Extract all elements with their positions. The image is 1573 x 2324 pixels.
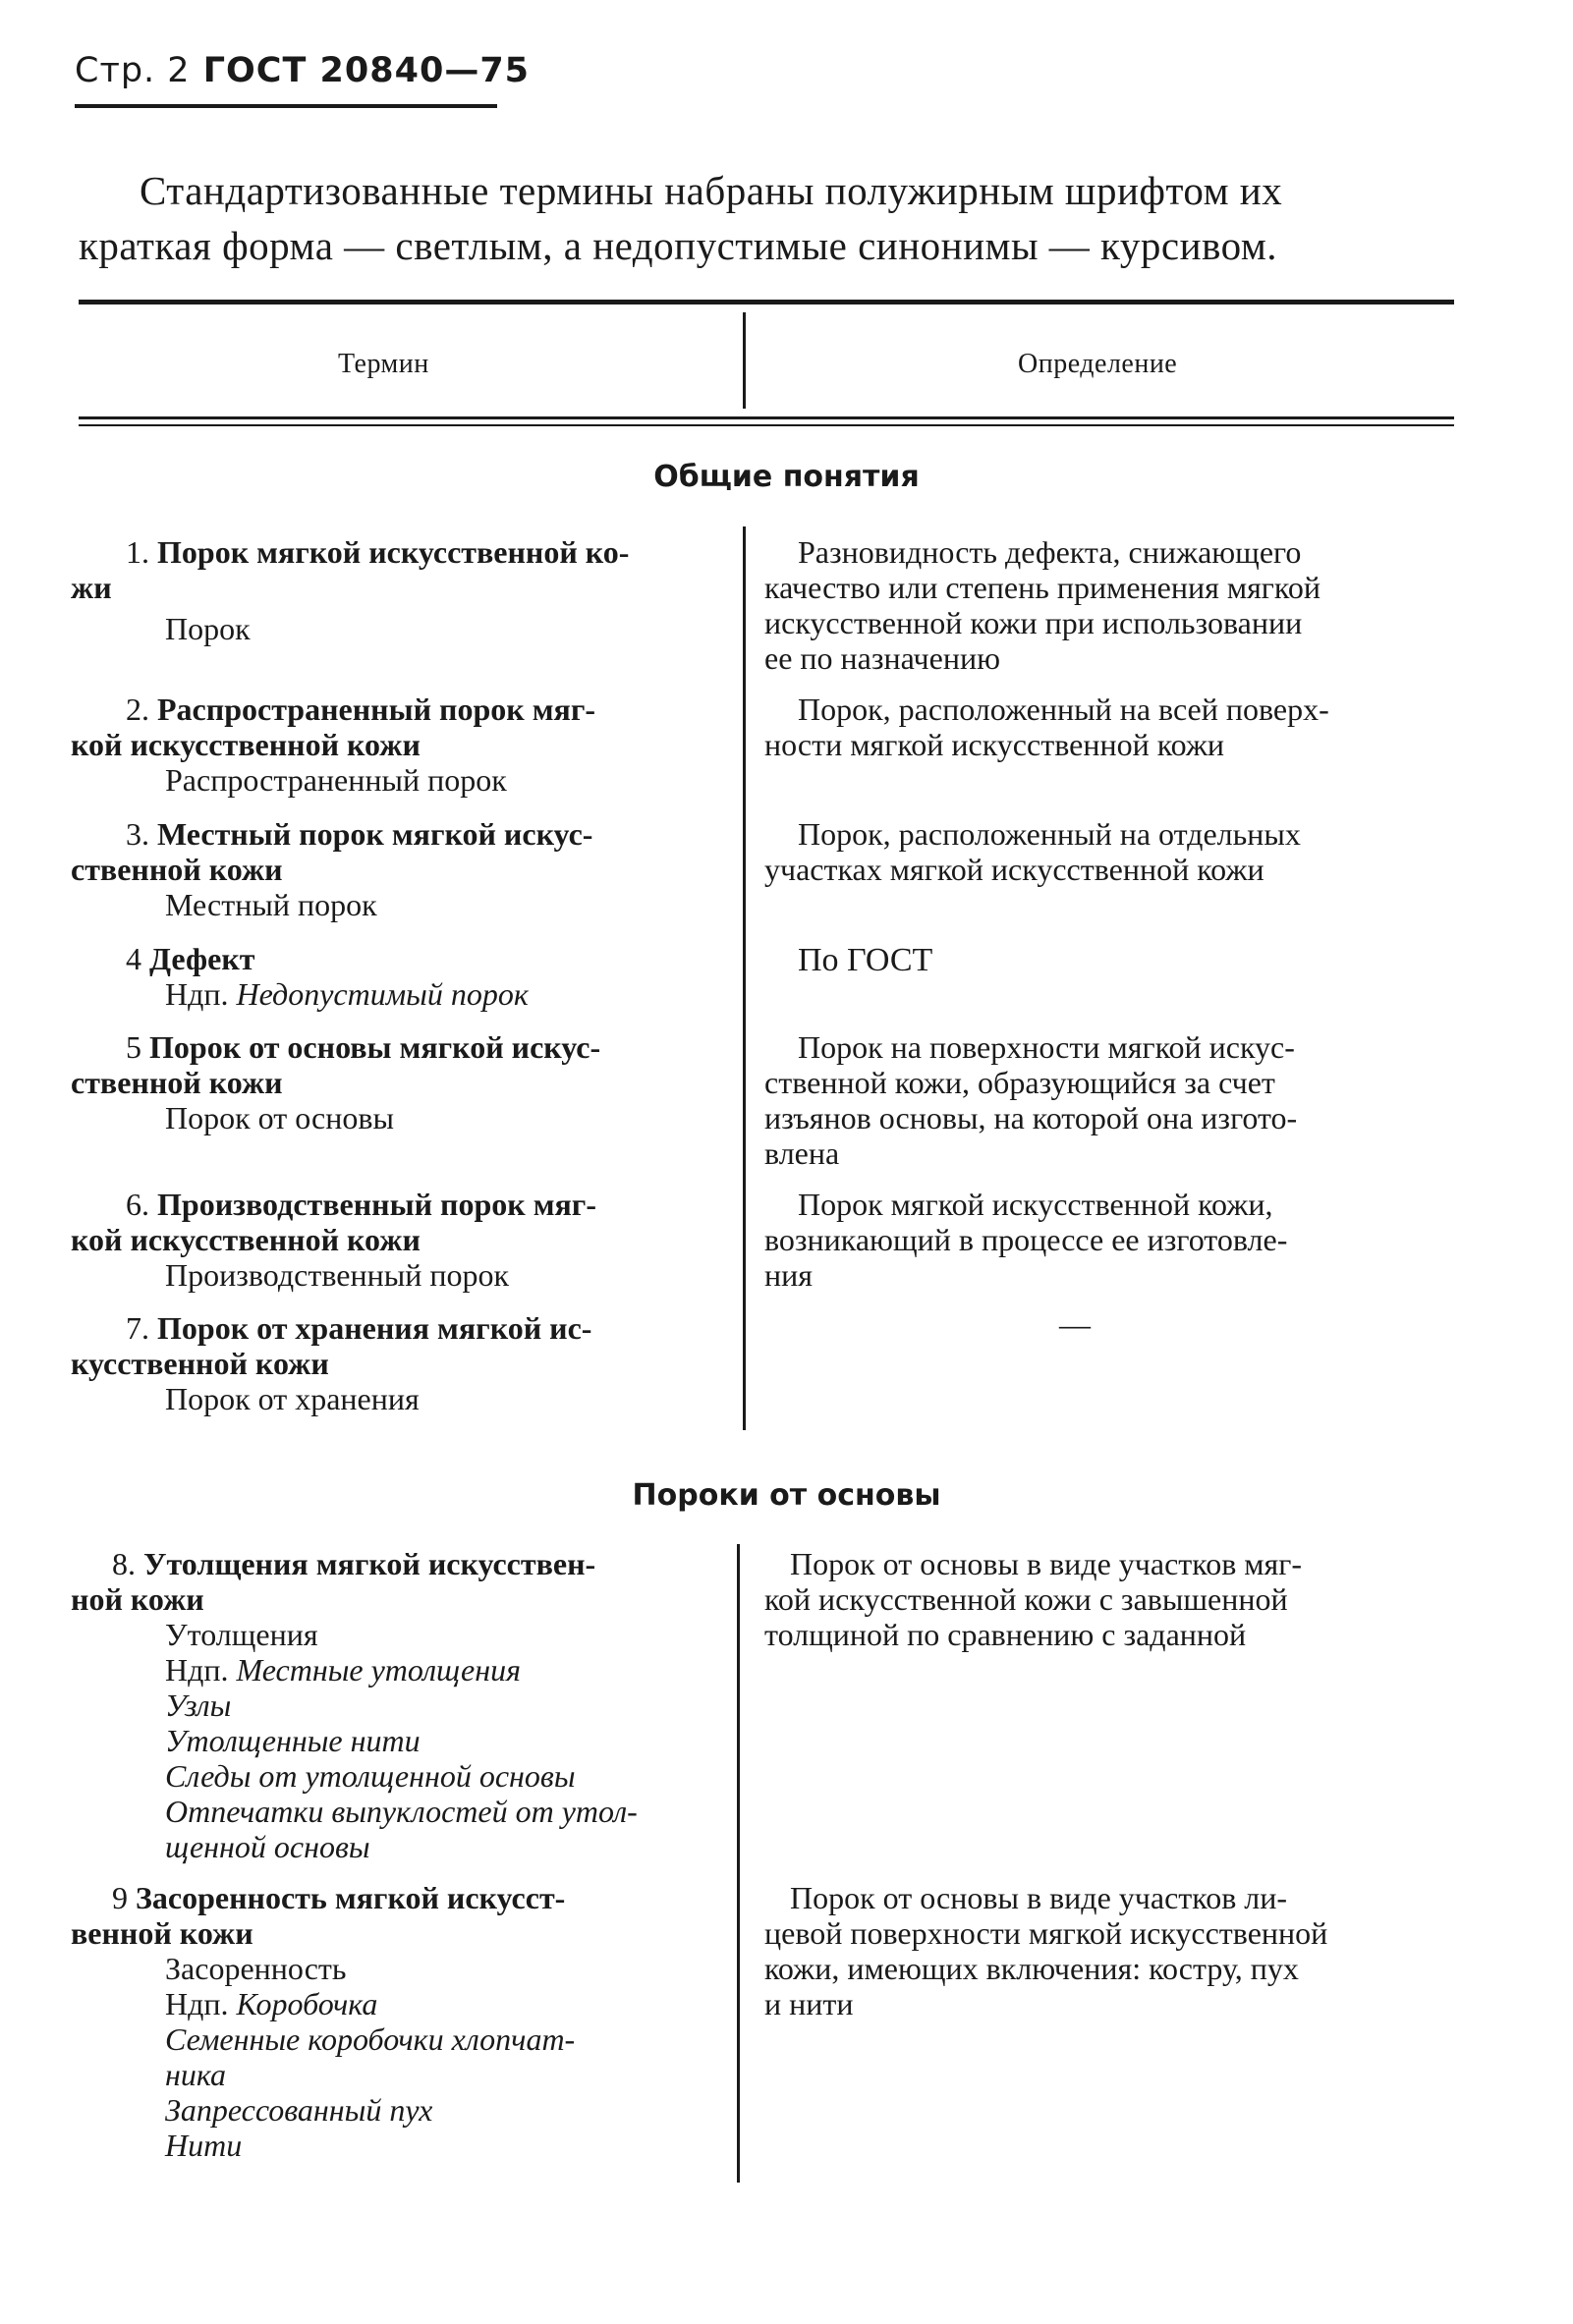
term-number: 1.: [126, 534, 149, 570]
section-title-base-defects: Пороки от основы: [632, 1478, 941, 1513]
definition-entry-4: [764, 943, 1454, 978]
term-short-form: Распространенный порок: [165, 762, 507, 798]
definition-line: качество или степень применения мягкой: [764, 570, 1320, 605]
term-number: 4: [126, 941, 141, 976]
term-line: кусственной кожи: [71, 1346, 329, 1381]
term-entry-1: [71, 534, 721, 646]
ndp-synonym: Коробочка: [236, 1986, 378, 2021]
definition-line: Порок от основы в виде участков мяг-: [790, 1546, 1303, 1581]
term-number: 5: [126, 1029, 141, 1065]
ndp-synonym: Узлы: [165, 1688, 232, 1723]
header-rule: [75, 104, 497, 108]
term-entry-3: [71, 816, 721, 922]
term-line: [71, 534, 721, 570]
definition-line: ственной кожи, образующийся за счет: [764, 1065, 1275, 1100]
ndp-synonym: Местные утолщения: [236, 1652, 521, 1688]
definition-line: влена: [764, 1135, 840, 1171]
definition-entry-1: [764, 534, 1454, 676]
definition-entry-7: [764, 1306, 1454, 1342]
definition-line: Порок на поверхности мягкой искус-: [798, 1029, 1295, 1065]
term-line: жи: [71, 570, 112, 605]
ndp-synonym: Недопустимый порок: [236, 976, 529, 1012]
ndp-synonym: Запрессованный пух: [165, 2092, 433, 2128]
term-entry-4: [71, 941, 721, 1012]
term-number: 6.: [126, 1187, 149, 1222]
definition-line: Порок мягкой искусственной кожи,: [798, 1187, 1273, 1222]
term-text: Засоренность мягкой искусст-: [136, 1880, 566, 1915]
definition-line: кожи, имеющих включения: костру, пух: [764, 1951, 1299, 1986]
term-number: 2.: [126, 692, 149, 727]
definition-line: кой искусственной кожи с завышенной: [764, 1581, 1288, 1617]
term-text: Порок от основы мягкой искус-: [149, 1029, 601, 1065]
ndp-synonym: Утолщенные нити: [165, 1723, 421, 1758]
ndp-prefix: Ндп.: [165, 1986, 229, 2021]
term-entry-7: [71, 1310, 721, 1416]
column-divider-section-2: [737, 1544, 740, 2183]
definition-entry-6: [764, 1187, 1454, 1293]
table-header-rule-1: [79, 416, 1454, 419]
term-short-form: Засоренность: [165, 1951, 347, 1986]
term-short-form: Местный порок: [165, 887, 377, 922]
term-entry-2: [71, 692, 721, 798]
definition-entry-9: [764, 1880, 1454, 2021]
intro-line-2: краткая форма — светлым, а недопустимые синонимы — курсивом.: [79, 223, 1278, 268]
definition-entry-8: [764, 1546, 1454, 1652]
page-number: Стр. 2: [75, 51, 191, 90]
term-entry-6: [71, 1187, 721, 1293]
definition-line: ности мягкой искусственной кожи: [764, 727, 1225, 762]
definition-line: изъянов основы, на которой она изгото-: [764, 1100, 1298, 1135]
term-short-form: Порок от основы: [165, 1100, 394, 1135]
term-text: Утолщения мягкой искусствен-: [143, 1546, 596, 1581]
definition-line: возникающий в процессе ее изготовле-: [764, 1222, 1288, 1257]
term-number: 9: [112, 1880, 128, 1915]
ndp-synonym: Нити: [165, 2128, 243, 2163]
definition-line: цевой поверхности мягкой искусственной: [764, 1915, 1328, 1951]
term-text: Порок от хранения мягкой ис-: [157, 1310, 592, 1346]
term-text: Дефект: [149, 941, 255, 976]
definition-line: Порок от основы в виде участков ли-: [790, 1880, 1288, 1915]
term-short-form: Порок: [165, 611, 251, 646]
definition-dash: —: [1059, 1306, 1091, 1342]
term-line: ственной кожи: [71, 852, 283, 887]
term-short-form: Производственный порок: [165, 1257, 509, 1293]
header-column-divider: [743, 312, 746, 409]
definition-entry-2: [764, 692, 1454, 762]
term-number: 3.: [126, 816, 149, 852]
page-header: [75, 51, 530, 90]
definition-line: ее по назначению: [764, 640, 1000, 676]
term-short-form: Утолщения: [165, 1617, 318, 1652]
definition-line: Порок, расположенный на всей поверх-: [798, 692, 1329, 727]
definition-line: ния: [764, 1257, 813, 1293]
term-line: кой искусственной кожи: [71, 1222, 421, 1257]
term-line: ственной кожи: [71, 1065, 283, 1100]
term-text: Распространенный порок мяг-: [157, 692, 595, 727]
term-entry-9: [71, 1880, 721, 2163]
ndp-synonym: ника: [165, 2057, 227, 2092]
table-top-rule: [79, 300, 1454, 304]
definition-line: искусственной кожи при использовании: [764, 605, 1303, 640]
table-header-rule-2: [79, 424, 1454, 426]
term-line: венной кожи: [71, 1915, 253, 1951]
term-short-form: Порок от хранения: [165, 1381, 420, 1416]
term-text: Местный порок мягкой искус-: [157, 816, 593, 852]
ndp-synonym: Следы от утолщенной основы: [165, 1758, 576, 1794]
term-text: Порок мягкой искусственной ко-: [157, 534, 630, 570]
definition-entry-3: [764, 816, 1454, 887]
definition-line: и нити: [764, 1986, 854, 2021]
definition-line: Разновидность дефекта, снижающего: [798, 534, 1302, 570]
definition-line: По ГОСТ: [798, 942, 933, 978]
column-divider-section-1: [743, 526, 746, 1430]
section-title-general: Общие понятия: [653, 460, 920, 494]
column-header-term: Термин: [338, 349, 429, 379]
term-entry-8: [71, 1546, 721, 1864]
ndp-prefix: Ндп.: [165, 1652, 229, 1688]
definition-line: участках мягкой искусственной кожи: [764, 852, 1264, 887]
term-number: 7.: [126, 1310, 149, 1346]
definition-line: Порок, расположенный на отдельных: [798, 816, 1301, 852]
ndp-synonym: щенной основы: [165, 1829, 370, 1864]
term-text: Производственный порок мяг-: [157, 1187, 596, 1222]
definition-entry-5: [764, 1029, 1454, 1171]
intro-line-1: Стандартизованные термины набраны полужирным шрифтом их: [140, 168, 1283, 213]
term-number: 8.: [112, 1546, 136, 1581]
ndp-prefix: Ндп.: [165, 976, 229, 1012]
definition-line: толщиной по сравнению с заданной: [764, 1617, 1247, 1652]
term-entry-5: [71, 1029, 721, 1135]
ndp-synonym: Семенные коробочки хлопчат-: [165, 2021, 576, 2057]
standard-code: ГОСТ 20840—75: [202, 51, 531, 90]
column-header-definition: Определение: [1018, 349, 1178, 379]
term-line: ной кожи: [71, 1581, 204, 1617]
term-line: кой искусственной кожи: [71, 727, 421, 762]
ndp-synonym: Отпечатки выпуклостей от утол-: [165, 1794, 638, 1829]
